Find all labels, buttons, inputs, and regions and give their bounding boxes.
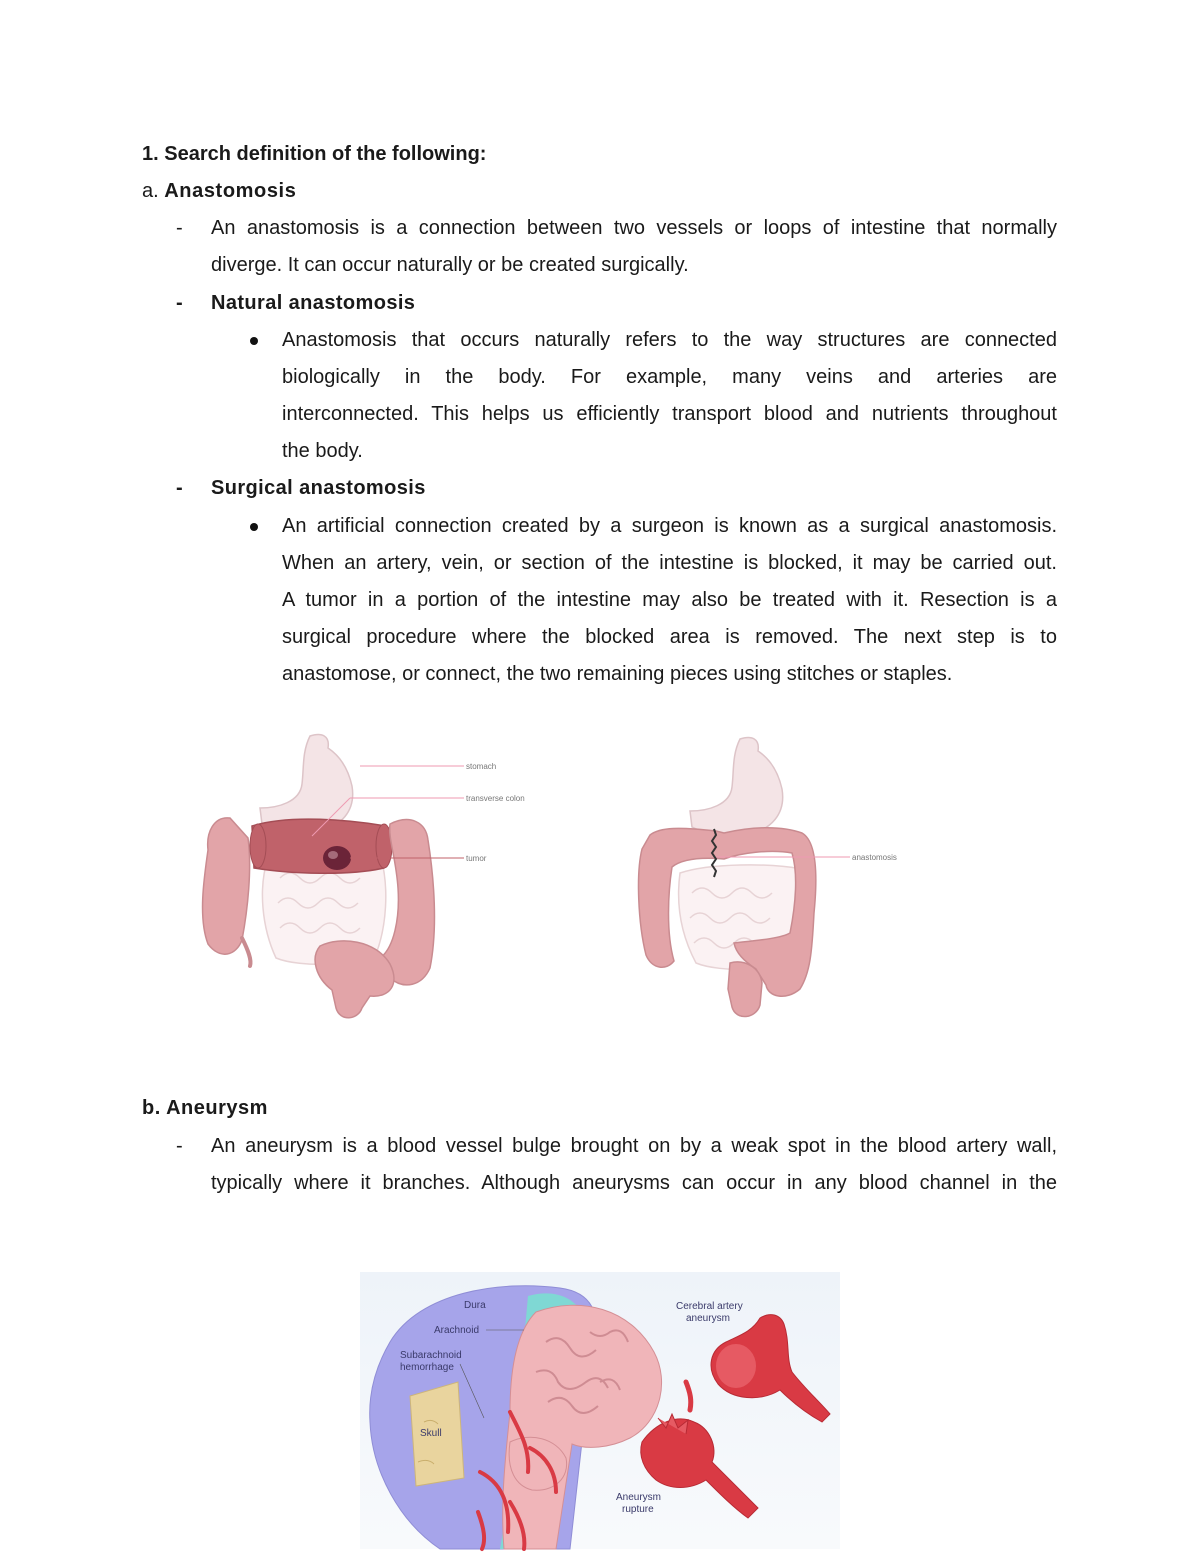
page-heading: 1. Search definition of the following: <box>142 143 487 165</box>
text-line: interconnected. This helps us efficiently transport blood and nutrients throughout <box>282 403 1057 425</box>
section-b-title: b. Aneurysm <box>142 1097 268 1119</box>
bullet-icon <box>250 337 258 345</box>
anastomosis-definition <box>211 210 1057 284</box>
label-anastomosis: anastomosis <box>852 853 897 862</box>
text-line: diverge. It can occur naturally or be created surgically. <box>211 254 689 276</box>
aneurysm-definition <box>211 1128 1057 1202</box>
label-subarachnoid-line-2: hemorrhage <box>400 1362 454 1373</box>
text-line: anastomose, or connect, the two remaining pieces using stitches or staples. <box>282 663 953 685</box>
text-line: the body. <box>282 440 363 462</box>
dash-marker: - <box>176 1135 183 1157</box>
dash-marker: - <box>176 217 183 239</box>
text-line: surgical procedure where the blocked area is removed. The next step is to <box>282 626 1057 648</box>
text-line: An anastomosis is a connection between two vessels or loops of intestine that normally <box>211 217 1057 239</box>
section-a-heading <box>142 173 296 210</box>
label-transverse-colon: transverse colon <box>466 794 525 803</box>
bullet-icon <box>250 523 258 531</box>
section-a-prefix: a. <box>142 180 165 202</box>
natural-anastomosis-text <box>282 322 1057 470</box>
colon-anastomosis-illustration <box>620 733 920 1023</box>
label-rupture-line-1: Aneurysm <box>616 1492 662 1503</box>
label-arachnoid: Arachnoid <box>434 1325 480 1336</box>
text-line: A tumor in a portion of the intestine may also be treated with it. Resection is a <box>282 589 1057 611</box>
text-line: biologically in the body. For example, many veins and arteries are <box>282 366 1057 388</box>
text-line: Anastomosis that occurs naturally refers to the way structures are connected <box>282 329 1057 351</box>
text-line: An aneurysm is a blood vessel bulge brought on by a weak spot in the blood artery wall, <box>211 1135 1057 1157</box>
label-cerebral-line-1: Cerebral artery <box>676 1301 743 1312</box>
label-cerebral-line-2: aneurysm <box>686 1313 730 1324</box>
natural-anastomosis-title: Natural anastomosis <box>211 292 416 314</box>
aneurysm-illustration <box>360 1272 840 1549</box>
section-a-title: Anastomosis <box>164 180 297 202</box>
dash-marker: - <box>176 292 183 314</box>
colon-tumor-illustration <box>190 728 525 1028</box>
text-line: typically where it branches. Although aneurysms can occur in any blood channel in the <box>211 1172 1057 1194</box>
text-line: An artificial connection created by a surgeon is known as a surgical anastomosis. <box>282 515 1057 537</box>
text-line: When an artery, vein, or section of the intestine is blocked, it may be carried out. <box>282 552 1057 574</box>
label-dura: Dura <box>464 1300 486 1311</box>
label-subarachnoid-line-1: Subarachnoid <box>400 1350 462 1361</box>
label-stomach: stomach <box>466 762 497 771</box>
label-tumor: tumor <box>466 854 487 863</box>
dash-marker: - <box>176 477 183 499</box>
surgical-anastomosis-text <box>282 508 1057 693</box>
label-skull: Skull <box>420 1428 442 1439</box>
surgical-anastomosis-title: Surgical anastomosis <box>211 477 426 499</box>
label-rupture-line-2: rupture <box>622 1504 654 1515</box>
